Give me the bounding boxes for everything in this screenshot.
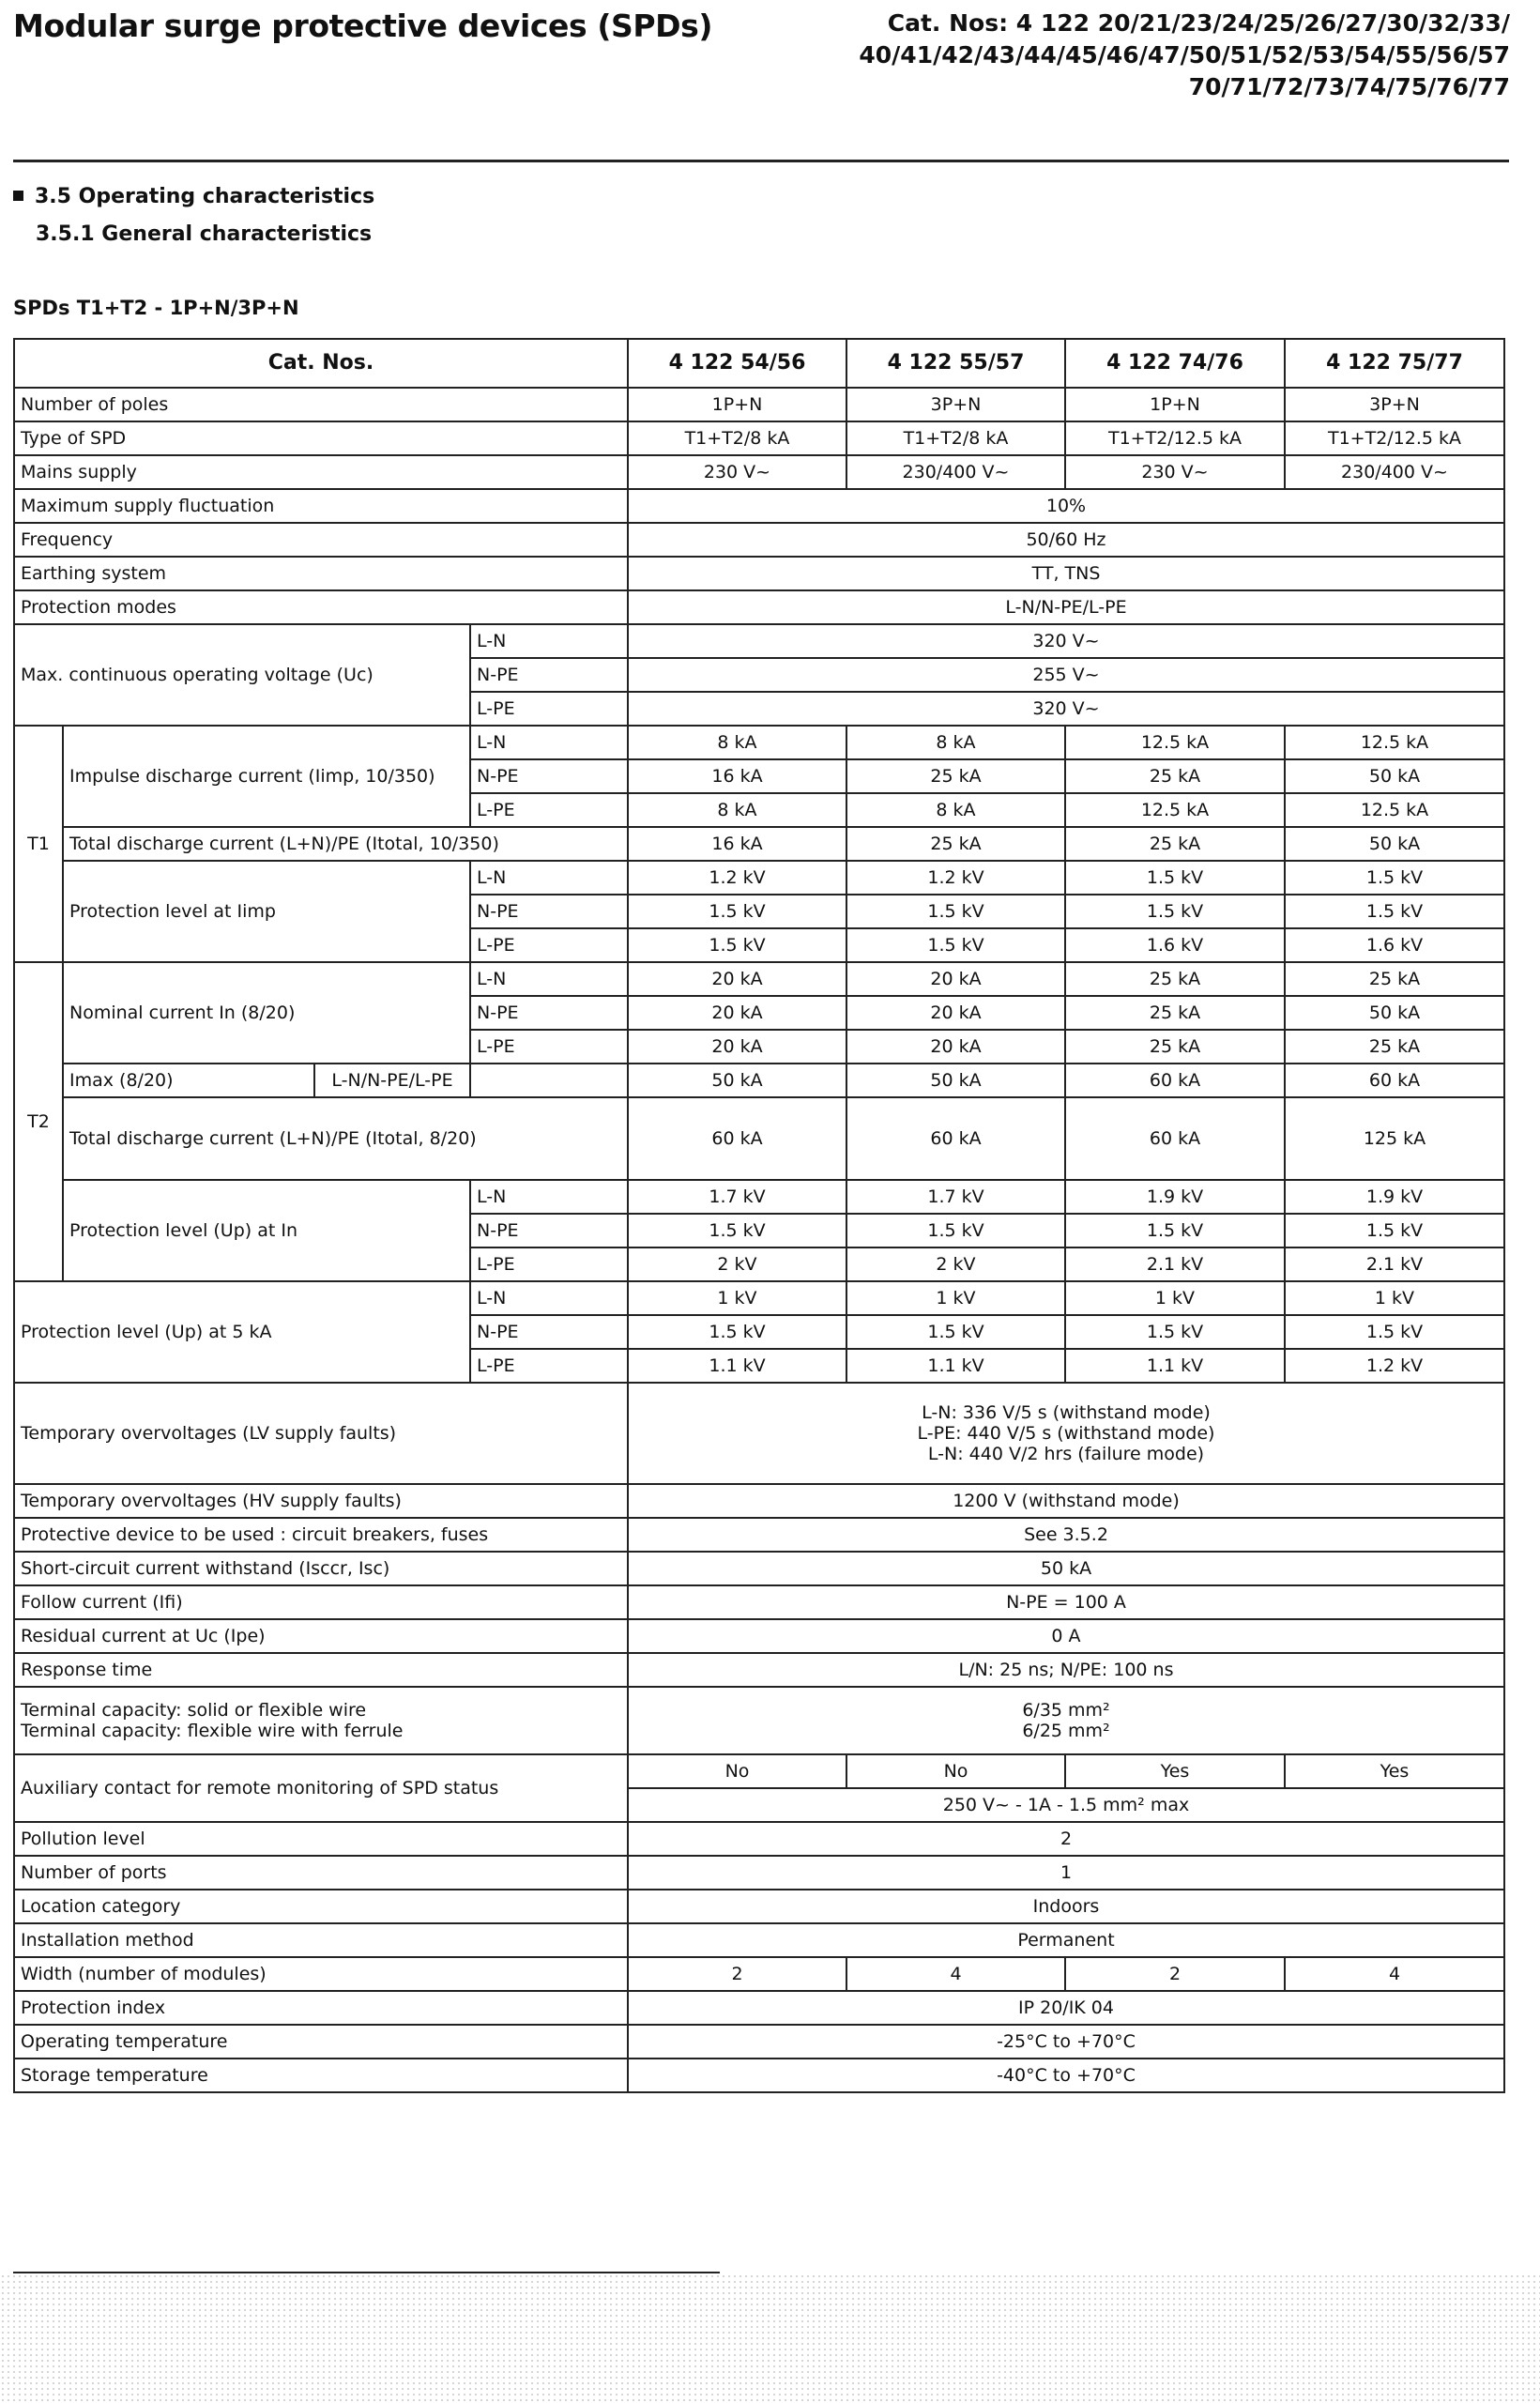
mode-cell: L-N bbox=[470, 962, 628, 996]
value-cell: 20 kA bbox=[846, 962, 1065, 996]
table-row bbox=[14, 2025, 1504, 2059]
value-cell: 2.1 kV bbox=[1285, 1247, 1504, 1281]
row-label: Width (number of modules) bbox=[14, 1957, 628, 1991]
header-cell: 4 122 55/57 bbox=[846, 339, 1065, 388]
value-cell: 255 V~ bbox=[628, 658, 1504, 692]
table-row bbox=[14, 1097, 1504, 1180]
value-cell: 1.5 kV bbox=[1065, 895, 1285, 928]
value-cell: T1+T2/8 kA bbox=[628, 421, 846, 455]
value-cell: 1 kV bbox=[628, 1281, 846, 1315]
value-cell: 1.7 kV bbox=[628, 1180, 846, 1214]
value-cell: 2 kV bbox=[846, 1247, 1065, 1281]
value-cell: 4 bbox=[846, 1957, 1065, 1991]
value-cell: 1 bbox=[628, 1856, 1504, 1890]
table-row bbox=[14, 1064, 1504, 1097]
value-cell: Permanent bbox=[628, 1923, 1504, 1957]
value-cell: T1+T2/8 kA bbox=[846, 421, 1065, 455]
value-cell: 2 bbox=[1065, 1957, 1285, 1991]
value-cell: 25 kA bbox=[846, 827, 1065, 861]
table-row bbox=[14, 489, 1504, 523]
footer-dot-pattern bbox=[0, 2273, 1540, 2403]
value-cell: 12.5 kA bbox=[1285, 726, 1504, 759]
value-cell: 1.5 kV bbox=[846, 1315, 1065, 1349]
value-cell: IP 20/IK 04 bbox=[628, 1991, 1504, 2025]
value-cell: 60 kA bbox=[1285, 1064, 1504, 1097]
value-cell: See 3.5.2 bbox=[628, 1518, 1504, 1552]
value-cell: 1.5 kV bbox=[628, 928, 846, 962]
value-cell: 50 kA bbox=[1285, 759, 1504, 793]
section-title: 3.5 Operating characteristics bbox=[35, 185, 375, 208]
value-cell: 1.5 kV bbox=[628, 1214, 846, 1247]
row-label: Type of SPD bbox=[14, 421, 628, 455]
row-label: Operating temperature bbox=[14, 2025, 628, 2059]
table-row bbox=[14, 523, 1504, 557]
value-cell: L-N/N-PE/L-PE bbox=[628, 590, 1504, 624]
mode-cell: N-PE bbox=[470, 1315, 628, 1349]
value-cell: 1.1 kV bbox=[628, 1349, 846, 1383]
row-label: Imax (8/20) bbox=[69, 1070, 174, 1091]
catalogue-numbers-header bbox=[859, 8, 1510, 103]
mode-cell: L-PE bbox=[470, 1247, 628, 1281]
value-cell: 50 kA bbox=[1285, 827, 1504, 861]
row-label: Frequency bbox=[14, 523, 628, 557]
header-cell: 4 122 54/56 bbox=[628, 339, 846, 388]
row-label bbox=[14, 1687, 628, 1754]
imax-split bbox=[64, 1064, 469, 1096]
value-cell: 1 kV bbox=[1065, 1281, 1285, 1315]
value-cell: 12.5 kA bbox=[1065, 726, 1285, 759]
row-label: Protection level (Up) at In bbox=[63, 1180, 470, 1281]
value-cell: 20 kA bbox=[628, 1030, 846, 1064]
value-cell: 20 kA bbox=[846, 996, 1065, 1030]
mode-cell: L-N bbox=[470, 726, 628, 759]
mode-cell-continuation bbox=[470, 1064, 628, 1097]
value-cell: 16 kA bbox=[628, 827, 846, 861]
mode-cell: L-N bbox=[470, 624, 628, 658]
value-cell: 25 kA bbox=[846, 759, 1065, 793]
value-cell: 320 V~ bbox=[628, 624, 1504, 658]
value-cell: 2.1 kV bbox=[1065, 1247, 1285, 1281]
value-cell: 1.5 kV bbox=[1065, 1315, 1285, 1349]
value-cell: 60 kA bbox=[846, 1097, 1065, 1180]
value-cell: T1+T2/12.5 kA bbox=[1065, 421, 1285, 455]
mode-cell: L-N/N-PE/L-PE bbox=[313, 1064, 469, 1096]
row-label: Follow current (Ifi) bbox=[14, 1585, 628, 1619]
value-cell: Yes bbox=[1285, 1754, 1504, 1788]
value-cell: 25 kA bbox=[1285, 1030, 1504, 1064]
mode-cell: L-N bbox=[470, 861, 628, 895]
value-cell bbox=[628, 1383, 1504, 1484]
row-label: Impulse discharge current (Iimp, 10/350) bbox=[63, 726, 470, 827]
cat-nos-line: 40/41/42/43/44/45/46/47/50/51/52/53/54/55/56/57 bbox=[859, 41, 1510, 69]
row-label: Short-circuit current withstand (Isccr, Isc) bbox=[14, 1552, 628, 1585]
mode-cell: N-PE bbox=[470, 1214, 628, 1247]
value-cell: 20 kA bbox=[628, 996, 846, 1030]
value-cell: 60 kA bbox=[1065, 1064, 1285, 1097]
mode-cell: N-PE bbox=[470, 996, 628, 1030]
value-cell: N-PE = 100 A bbox=[628, 1585, 1504, 1619]
table-row bbox=[14, 1687, 1504, 1754]
value-line: L-PE: 440 V/5 s (withstand mode) bbox=[917, 1423, 1215, 1444]
table-row bbox=[14, 590, 1504, 624]
row-label: Auxiliary contact for remote monitoring of SPD status bbox=[14, 1754, 628, 1822]
value-cell: 25 kA bbox=[1065, 996, 1285, 1030]
mode-cell: L-N bbox=[470, 1180, 628, 1214]
value-cell: Indoors bbox=[628, 1890, 1504, 1923]
value-cell: 1.9 kV bbox=[1285, 1180, 1504, 1214]
table-row bbox=[14, 1180, 1504, 1214]
row-label: Residual current at Uc (Ipe) bbox=[14, 1619, 628, 1653]
value-cell: 1.5 kV bbox=[1285, 1214, 1504, 1247]
table-row bbox=[14, 861, 1504, 895]
row-label: Pollution level bbox=[14, 1822, 628, 1856]
mode-cell: L-PE bbox=[470, 928, 628, 962]
value-cell: 20 kA bbox=[628, 962, 846, 996]
value-cell: 2 bbox=[628, 1957, 846, 1991]
mode-cell: L-N bbox=[470, 1281, 628, 1315]
value-cell: No bbox=[846, 1754, 1065, 1788]
value-cell: 1.5 kV bbox=[846, 928, 1065, 962]
value-cell: 10% bbox=[628, 489, 1504, 523]
value-cell: 12.5 kA bbox=[1065, 793, 1285, 827]
value-cell: 12.5 kA bbox=[1285, 793, 1504, 827]
table-row bbox=[14, 1585, 1504, 1619]
value-cell: 1P+N bbox=[1065, 388, 1285, 421]
value-cell: 230/400 V~ bbox=[846, 455, 1065, 489]
value-cell: 50 kA bbox=[628, 1064, 846, 1097]
value-cell: 1.5 kV bbox=[1285, 861, 1504, 895]
value-cell: Yes bbox=[1065, 1754, 1285, 1788]
table-row bbox=[14, 1484, 1504, 1518]
row-label: Protection modes bbox=[14, 590, 628, 624]
value-cell: 125 kA bbox=[1285, 1097, 1504, 1180]
value-cell: 1.2 kV bbox=[1285, 1349, 1504, 1383]
table-row bbox=[14, 726, 1504, 759]
table-row bbox=[14, 1856, 1504, 1890]
value-cell: 1200 V (withstand mode) bbox=[628, 1484, 1504, 1518]
row-label: Protection index bbox=[14, 1991, 628, 2025]
value-cell: 50 kA bbox=[1285, 996, 1504, 1030]
value-cell: T1+T2/12.5 kA bbox=[1285, 421, 1504, 455]
row-label: Total discharge current (L+N)/PE (Itotal, 8/20) bbox=[63, 1097, 628, 1180]
value-cell: 1P+N bbox=[628, 388, 846, 421]
row-label: Response time bbox=[14, 1653, 628, 1687]
value-cell: 25 kA bbox=[1065, 962, 1285, 996]
row-label: Protection level (Up) at 5 kA bbox=[14, 1281, 470, 1383]
value-cell: 25 kA bbox=[1065, 759, 1285, 793]
row-label: Earthing system bbox=[14, 557, 628, 590]
row-label: Protective device to be used : circuit breakers, fuses bbox=[14, 1518, 628, 1552]
value-cell: 1.5 kV bbox=[1285, 895, 1504, 928]
value-cell: 60 kA bbox=[1065, 1097, 1285, 1180]
value-cell: 2 bbox=[628, 1822, 1504, 1856]
row-label: Number of poles bbox=[14, 388, 628, 421]
row-label: Mains supply bbox=[14, 455, 628, 489]
value-cell: 0 A bbox=[628, 1619, 1504, 1653]
value-line: L-N: 440 V/2 hrs (failure mode) bbox=[927, 1444, 1205, 1464]
value-cell: No bbox=[628, 1754, 846, 1788]
table-row bbox=[14, 624, 1504, 658]
table-row bbox=[14, 962, 1504, 996]
value-cell: 1.5 kV bbox=[1285, 1315, 1504, 1349]
value-cell: 1.5 kV bbox=[628, 1315, 846, 1349]
value-cell: 1.5 kV bbox=[846, 1214, 1065, 1247]
value-cell: 25 kA bbox=[1285, 962, 1504, 996]
square-bullet-icon bbox=[13, 191, 23, 201]
row-label: Nominal current In (8/20) bbox=[63, 962, 470, 1064]
value-cell: 50 kA bbox=[628, 1552, 1504, 1585]
row-label: Max. continuous operating voltage (Uc) bbox=[14, 624, 470, 726]
row-label: Storage temperature bbox=[14, 2059, 628, 2092]
table-row bbox=[14, 1619, 1504, 1653]
value-cell: 3P+N bbox=[1285, 388, 1504, 421]
value-cell: 20 kA bbox=[846, 1030, 1065, 1064]
mode-cell: N-PE bbox=[470, 759, 628, 793]
value-cell: 4 bbox=[1285, 1957, 1504, 1991]
value-cell: 230/400 V~ bbox=[1285, 455, 1504, 489]
value-cell: 8 kA bbox=[628, 726, 846, 759]
value-cell: 1.5 kV bbox=[628, 895, 846, 928]
label-line: Terminal capacity: solid or flexible wire bbox=[21, 1700, 367, 1721]
subsection-heading: 3.5.1 General characteristics bbox=[36, 222, 373, 246]
label-line: Terminal capacity: flexible wire with ferrule bbox=[21, 1721, 404, 1741]
group-label-t1: T1 bbox=[14, 726, 63, 962]
mode-cell: L-PE bbox=[470, 692, 628, 726]
table-row bbox=[14, 1383, 1504, 1484]
table-row bbox=[14, 1923, 1504, 1957]
value-cell: 1.1 kV bbox=[1065, 1349, 1285, 1383]
document-title: Modular surge protective devices (SPDs) bbox=[13, 8, 713, 44]
value-cell: 50 kA bbox=[846, 1064, 1065, 1097]
value-cell: 8 kA bbox=[846, 793, 1065, 827]
mode-cell: L-PE bbox=[470, 1030, 628, 1064]
value-cell: 1.6 kV bbox=[1285, 928, 1504, 962]
table-caption: SPDs T1+T2 - 1P+N/3P+N bbox=[13, 297, 299, 319]
value-line: L-N: 336 V/5 s (withstand mode) bbox=[922, 1402, 1211, 1423]
value-cell: 2 kV bbox=[628, 1247, 846, 1281]
table-row bbox=[14, 1957, 1504, 1991]
value-line: 6/35 mm² bbox=[1022, 1700, 1110, 1721]
value-cell: 1.2 kV bbox=[628, 861, 846, 895]
header-divider bbox=[13, 160, 1509, 162]
row-label: Maximum supply fluctuation bbox=[14, 489, 628, 523]
table-row bbox=[14, 1890, 1504, 1923]
value-cell: 60 kA bbox=[628, 1097, 846, 1180]
value-line: 6/25 mm² bbox=[1022, 1721, 1110, 1741]
value-cell: 230 V~ bbox=[1065, 455, 1285, 489]
value-cell: -25°C to +70°C bbox=[628, 2025, 1504, 2059]
row-label: Temporary overvoltages (HV supply faults) bbox=[14, 1484, 628, 1518]
table-row bbox=[14, 557, 1504, 590]
value-cell: 230 V~ bbox=[628, 455, 846, 489]
value-cell: 1 kV bbox=[1285, 1281, 1504, 1315]
value-cell: 1.5 kV bbox=[1065, 861, 1285, 895]
mode-cell: N-PE bbox=[470, 658, 628, 692]
table-row bbox=[14, 1754, 1504, 1788]
table-row bbox=[14, 1281, 1504, 1315]
value-cell: 1.5 kV bbox=[846, 895, 1065, 928]
value-cell: 3P+N bbox=[846, 388, 1065, 421]
mode-cell: L-PE bbox=[470, 793, 628, 827]
table-row bbox=[14, 1653, 1504, 1687]
value-cell bbox=[628, 1687, 1504, 1754]
header-cell: 4 122 75/77 bbox=[1285, 339, 1504, 388]
table-row bbox=[14, 421, 1504, 455]
value-cell: 1 kV bbox=[846, 1281, 1065, 1315]
value-cell: 250 V~ - 1A - 1.5 mm² max bbox=[628, 1788, 1504, 1822]
value-cell: 1.5 kV bbox=[1065, 1214, 1285, 1247]
imax-label-cell bbox=[63, 1064, 470, 1097]
table-row bbox=[14, 1991, 1504, 2025]
cat-nos-line: Cat. Nos: 4 122 20/21/23/24/25/26/27/30/32/33/ bbox=[887, 9, 1510, 37]
mode-cell: L-PE bbox=[470, 1349, 628, 1383]
table-row bbox=[14, 455, 1504, 489]
value-cell: 1.2 kV bbox=[846, 861, 1065, 895]
row-label: Number of ports bbox=[14, 1856, 628, 1890]
cat-nos-line: 70/71/72/73/74/75/76/77 bbox=[1188, 73, 1510, 100]
table-row bbox=[14, 388, 1504, 421]
value-cell: TT, TNS bbox=[628, 557, 1504, 590]
header-cell: 4 122 74/76 bbox=[1065, 339, 1285, 388]
value-cell: -40°C to +70°C bbox=[628, 2059, 1504, 2092]
value-cell: 25 kA bbox=[1065, 1030, 1285, 1064]
group-label-t2: T2 bbox=[14, 962, 63, 1281]
row-label: Total discharge current (L+N)/PE (Itotal, 10/350) bbox=[63, 827, 628, 861]
row-label: Protection level at Iimp bbox=[63, 861, 470, 962]
row-label: Location category bbox=[14, 1890, 628, 1923]
value-cell: 320 V~ bbox=[628, 692, 1504, 726]
value-cell: 50/60 Hz bbox=[628, 523, 1504, 557]
characteristics-table bbox=[13, 338, 1505, 2093]
header-cell: Cat. Nos. bbox=[14, 339, 628, 388]
value-cell: 1.9 kV bbox=[1065, 1180, 1285, 1214]
table-row bbox=[14, 1822, 1504, 1856]
table-row bbox=[14, 827, 1504, 861]
table-row bbox=[14, 1518, 1504, 1552]
section-heading bbox=[13, 185, 374, 208]
value-cell: 8 kA bbox=[846, 726, 1065, 759]
value-cell: 25 kA bbox=[1065, 827, 1285, 861]
table-row bbox=[14, 1552, 1504, 1585]
table-header-row bbox=[14, 339, 1504, 388]
value-cell: 1.6 kV bbox=[1065, 928, 1285, 962]
value-cell: L/N: 25 ns; N/PE: 100 ns bbox=[628, 1653, 1504, 1687]
value-cell: 16 kA bbox=[628, 759, 846, 793]
row-label: Temporary overvoltages (LV supply faults) bbox=[14, 1383, 628, 1484]
table-row bbox=[14, 2059, 1504, 2092]
value-cell: 1.7 kV bbox=[846, 1180, 1065, 1214]
mode-cell: N-PE bbox=[470, 895, 628, 928]
value-cell: 8 kA bbox=[628, 793, 846, 827]
value-cell: 1.1 kV bbox=[846, 1349, 1065, 1383]
row-label: Installation method bbox=[14, 1923, 628, 1957]
